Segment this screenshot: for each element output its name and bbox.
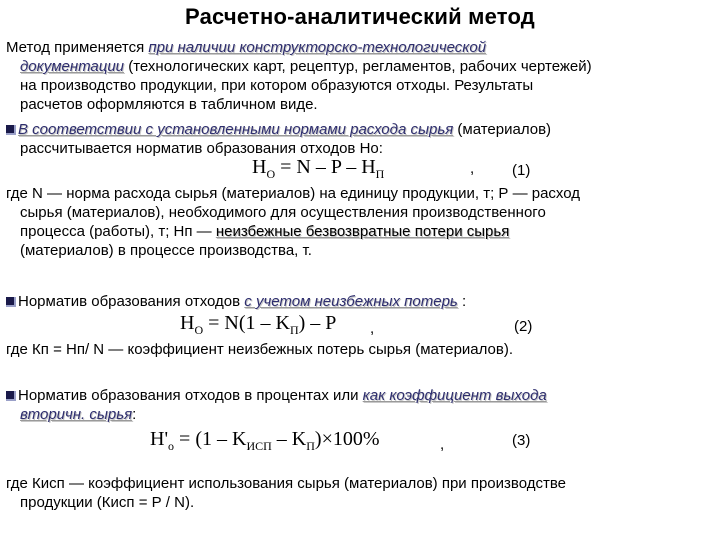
bullet-line-2 bbox=[6, 292, 466, 311]
formula-subscript: ИСП bbox=[246, 439, 272, 453]
page-title: Расчетно-аналитический метод bbox=[185, 4, 535, 29]
formula-symbol: H bbox=[180, 312, 195, 334]
formula-expression: = N – P – H bbox=[275, 156, 376, 178]
equation-number-3: (3) bbox=[512, 432, 531, 449]
formula-subscript: o bbox=[168, 439, 175, 453]
formula-expression: = N(1 – K bbox=[203, 312, 290, 334]
intro-line-4: расчетов оформляются в табличном виде. bbox=[20, 96, 318, 113]
intro-line-2 bbox=[20, 57, 592, 76]
formula-3 bbox=[150, 428, 380, 454]
formula-subscript: П bbox=[289, 323, 299, 337]
formula-2 bbox=[180, 312, 336, 338]
bullet-line-1 bbox=[6, 120, 551, 139]
formula-subscript: O bbox=[194, 323, 204, 337]
equation-number-1: (1) bbox=[512, 162, 531, 179]
highlight-text: В соответствии с установленными нормами расхода сырья bbox=[18, 121, 454, 138]
highlight-text: с учетом неизбежных потерь bbox=[244, 293, 458, 310]
text: процесса (работы), т; Нп — bbox=[20, 223, 216, 240]
definition-line-4: (материалов) в процессе производства, т. bbox=[20, 242, 312, 259]
formula-symbol: H' bbox=[150, 428, 169, 450]
highlight-text: неизбежные безвозвратные потери сырья bbox=[215, 223, 510, 240]
equation-number-2: (2) bbox=[514, 318, 533, 335]
bullet-square-icon bbox=[6, 391, 16, 401]
intro-line-3: на производство продукции, при котором образуются отходы. Результаты bbox=[20, 77, 534, 94]
formula-3-comma: , bbox=[440, 436, 445, 453]
formula-symbol: H bbox=[252, 156, 267, 178]
highlight-text: вторичн. сырья bbox=[20, 406, 133, 423]
text: Метод применяется bbox=[6, 39, 149, 56]
definition-line-3 bbox=[20, 222, 509, 241]
formula-subscript: П bbox=[306, 439, 315, 453]
formula-1-comma: , bbox=[470, 160, 475, 177]
text: Норматив образования отходов в процентах или bbox=[18, 387, 363, 404]
formula-expression: = (1 – K bbox=[174, 428, 247, 450]
formula-expression: – K bbox=[271, 428, 307, 450]
formula-expression: ) – P bbox=[298, 312, 337, 334]
definition-kisp-line-1: где Кисп — коэффициент использования сырья (материалов) при производстве bbox=[6, 475, 566, 492]
bullet-square-icon bbox=[6, 125, 16, 135]
bullet-line-3 bbox=[6, 386, 547, 405]
intro-line-1 bbox=[6, 38, 486, 57]
text: (материалов) bbox=[453, 121, 552, 138]
highlight-text: при наличии конструкторско-технологической bbox=[148, 39, 487, 56]
text: : bbox=[457, 293, 467, 310]
formula-subscript: П bbox=[375, 167, 385, 181]
highlight-text: как коэффициент выхода bbox=[362, 387, 547, 404]
bullet-line-3-cont bbox=[20, 405, 136, 424]
definition-kp: где Кп = Нп/ N — коэффициент неизбежных потерь сырья (материалов). bbox=[6, 341, 514, 358]
formula-2-comma: , bbox=[370, 320, 375, 337]
definition-kisp-line-2: продукции (Кисп = Р / N). bbox=[20, 494, 195, 511]
definition-line-1: где N — норма расхода сырья (материалов) на единицу продукции, т; Р — расход bbox=[6, 185, 581, 202]
highlight-text: документации bbox=[20, 58, 125, 75]
formula-expression: )×100% bbox=[314, 428, 380, 450]
bullet-square-icon bbox=[6, 297, 16, 307]
formula-subscript: O bbox=[266, 167, 276, 181]
text: (технологических карт, рецептур, регламентов, рабочих чертежей) bbox=[124, 58, 592, 75]
definition-line-2: сырья (материалов), необходимого для осуществления производственного bbox=[20, 204, 546, 221]
text: : bbox=[132, 406, 137, 423]
formula-1 bbox=[252, 156, 384, 182]
text: Норматив образования отходов bbox=[18, 293, 245, 310]
bullet-line-1-cont: рассчитывается норматив образования отходов Но: bbox=[20, 140, 383, 157]
